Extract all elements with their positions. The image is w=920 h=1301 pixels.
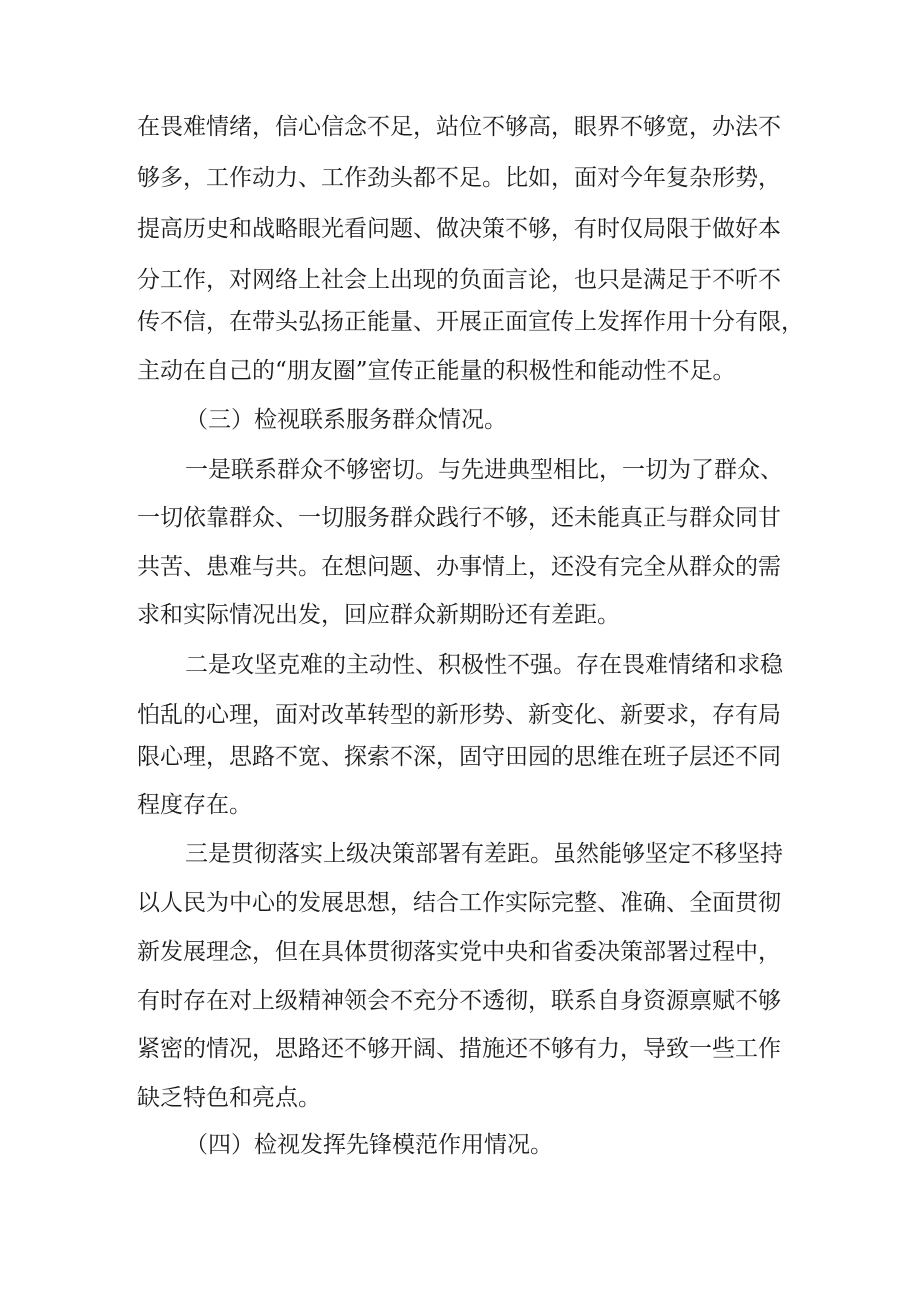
text-line: 分工作，对网络上社会上出现的负面言论，也只是满足于不听不 — [137, 267, 781, 293]
section-heading-3: （三）检视联系服务群众情况。 — [185, 407, 507, 433]
text-line: 限心理，思路不宽、探索不深，固守田园的思维在班子层还不同 — [137, 744, 781, 770]
text-line: 程度存在。 — [137, 792, 252, 818]
text-line: 一切依靠群众、一切服务群众践行不够，还未能真正与群众同甘 — [137, 505, 781, 531]
text-line: 二是攻坚克难的主动性、积极性不强。存在畏难情绪和求稳 — [185, 652, 783, 678]
text-line: 在畏难情绪，信心信念不足，站位不够高，眼界不够宽，办法不 — [137, 114, 781, 140]
text-line: 传不信，在带头弘扬正能量、开展正面宣传上发挥作用十分有限， — [137, 309, 804, 335]
text-line: 三是贯彻落实上级决策部署有差距。虽然能够坚定不移坚持 — [185, 841, 783, 867]
text-line: 怕乱的心理，面对改革转型的新形势、新变化、新要求，存有局 — [137, 702, 781, 728]
text-line: 共苦、患难与共。在想问题、办事情上，还没有完全从群众的需 — [137, 554, 781, 580]
text-line: 以人民为中心的发展思想，结合工作实际完整、准确、全面贯彻 — [137, 890, 781, 916]
text-line: 提高历史和战略眼光看问题、做决策不够，有时仅局限于做好本 — [137, 216, 781, 242]
text-line: 够多，工作动力、工作劲头都不足。比如，面对今年复杂形势， — [137, 165, 781, 191]
text-line: 缺乏特色和亮点。 — [137, 1085, 321, 1111]
text-line: 新发展理念，但在具体贯彻落实党中央和省委决策部署过程中， — [137, 939, 781, 965]
section-heading-4: （四）检视发挥先锋模范作用情况。 — [185, 1132, 553, 1158]
text-line: 紧密的情况，思路还不够开阔、措施还不够有力，导致一些工作 — [137, 1036, 781, 1062]
text-line: 有时存在对上级精神领会不充分不透彻，联系自身资源禀赋不够 — [137, 988, 781, 1014]
text-line: 一是联系群众不够密切。与先进典型相比，一切为了群众、 — [185, 457, 783, 483]
text-line: 主动在自己的“朋友圈”宣传正能量的积极性和能动性不足。 — [137, 358, 736, 384]
text-line: 求和实际情况出发，回应群众新期盼还有差距。 — [137, 602, 620, 628]
